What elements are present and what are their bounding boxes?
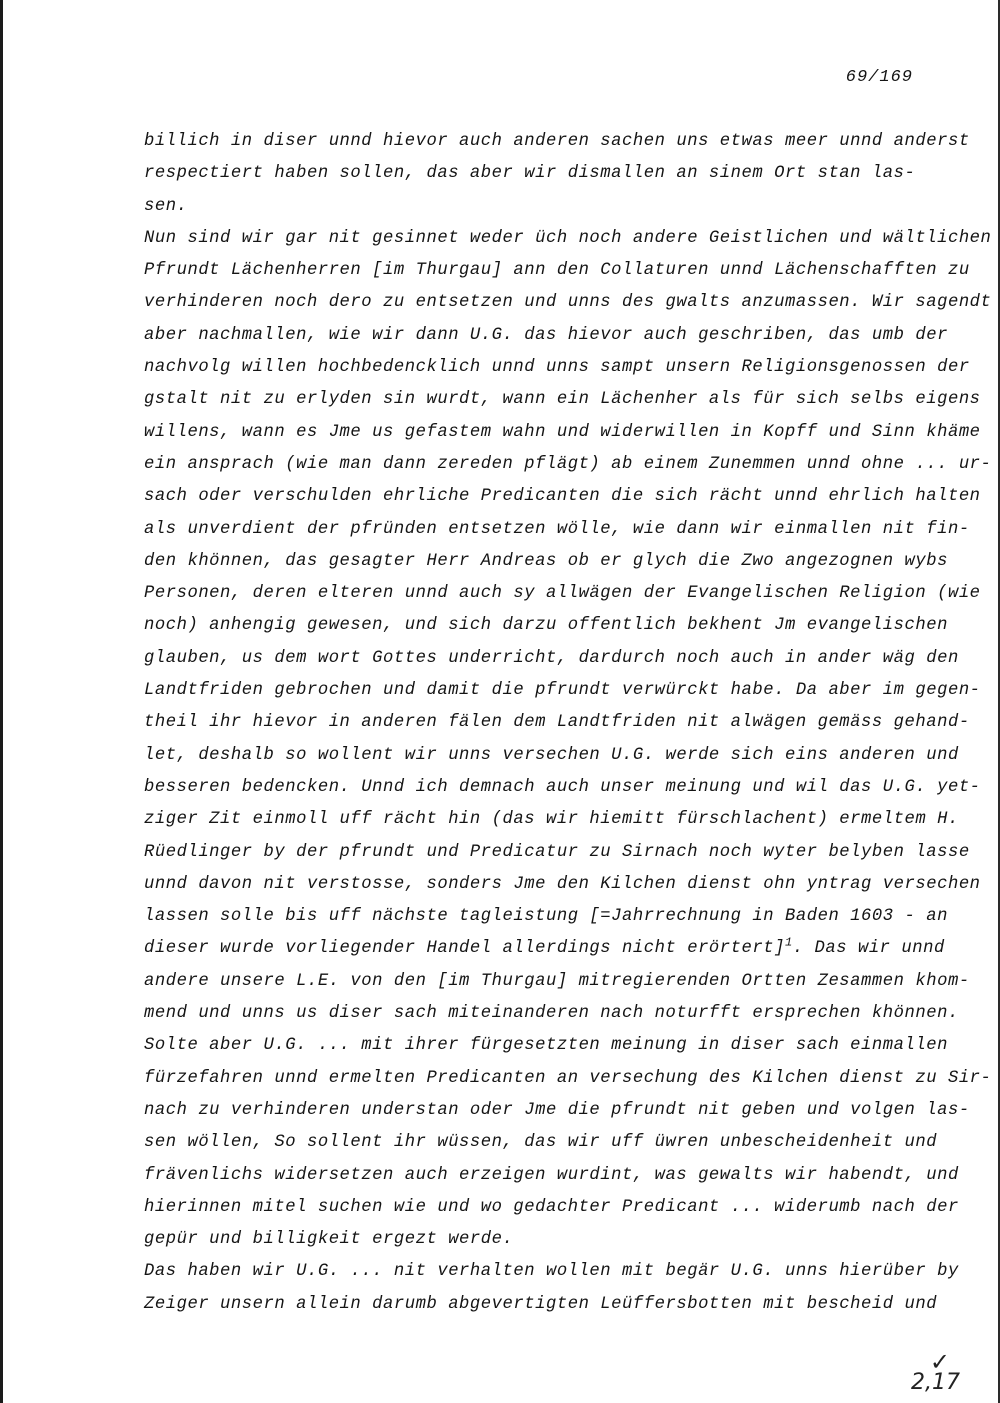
annotation-text: 2,17 bbox=[911, 1370, 960, 1395]
handwritten-annotation bbox=[911, 1348, 960, 1395]
text-line: Das haben wir U.G. ... nit verhalten wollen mit begär U.G. unns hierüber by bbox=[144, 1262, 959, 1282]
text-line: noch) anhengig gewesen, und sich darzu offentlich bekhent Jm evangelischen bbox=[144, 616, 948, 636]
text-line-with-footnote bbox=[144, 933, 945, 965]
text-line: let, deshalb so wollent wir unns versechen U.G. werde sich eins anderen und bbox=[144, 745, 959, 765]
text-line: gstalt nit zu erlyden sin wurdt, wann ein Lächenher als für sich selbs eigens bbox=[144, 390, 981, 410]
scan-edge-left bbox=[0, 0, 3, 1403]
text-line: respectiert haben sollen, das aber wir dismallen an sinem Ort stan las- bbox=[144, 164, 916, 184]
text-line: als unverdient der pfründen entsetzen wölle, wie dann wir einmallen nit fin- bbox=[144, 519, 970, 539]
footnote-marker: 1 bbox=[785, 935, 793, 950]
text-line: hierinnen mitel suchen wie und wo gedachter Predicant ... widerumb nach der bbox=[144, 1197, 959, 1217]
text-line: nachvolg willen hochbedencklich unnd unns sampt unsern Religionsgenossen der bbox=[144, 358, 970, 378]
text-line: sen wöllen, So sollent ihr wüssen, das wir uff üwren unbescheidenheit und bbox=[144, 1133, 938, 1153]
text-line: lassen solle bis uff nächste tagleistung [=Jahrrechnung in Baden 1603 - an bbox=[144, 907, 948, 927]
text-line: fürzefahren unnd ermelten Predicanten an versechung des Kilchen dienst zu Sir- bbox=[144, 1068, 992, 1088]
text-line: willens, wann es Jme us gefastem wahn und widerwillen in Kopff und Sinn khäme bbox=[144, 422, 981, 442]
text-line: sen. bbox=[144, 196, 188, 216]
body-text bbox=[144, 126, 992, 1321]
text-fragment: dieser wurde vorliegender Handel allerdings nicht erörtert] bbox=[144, 939, 785, 959]
checkmark-icon: ✓ bbox=[929, 1348, 950, 1376]
page-number: 69/169 bbox=[845, 68, 913, 87]
text-line: den khönnen, das gesagter Herr Andreas ob er glych die Zwo angezognen wybs bbox=[144, 551, 948, 571]
text-line: besseren bedencken. Unnd ich demnach auch unser meinung und wil das U.G. yet- bbox=[144, 777, 981, 797]
text-fragment: . Das wir unnd bbox=[792, 939, 945, 959]
text-line: Zeiger unsern allein darumb abgevertigten Leüffersbotten mit bescheid und bbox=[144, 1294, 938, 1314]
text-line: mend und unns us diser sach miteinanderen nach noturfft ersprechen khönnen. bbox=[144, 1004, 959, 1024]
text-line: aber nachmallen, wie wir dann U.G. das hievor auch geschriben, das umb der bbox=[144, 325, 948, 345]
text-line: Pfrundt Lächenherren [im Thurgau] ann den Collaturen unnd Lächenschafften zu bbox=[144, 261, 970, 281]
text-line: Landtfriden gebrochen und damit die pfrundt verwürckt habe. Da aber im gegen- bbox=[144, 681, 981, 701]
text-line: billich in diser unnd hievor auch anderen sachen uns etwas meer unnd anderst bbox=[144, 132, 970, 151]
text-line: frävenlichs widersetzen auch erzeigen wurdint, was gewalts wir habendt, und bbox=[144, 1165, 959, 1185]
text-line: ein ansprach (wie man dann zereden pflägt) ab einem Zunemmen unnd ohne ... ur- bbox=[144, 454, 992, 474]
text-line: glauben, us dem wort Gottes underricht, dardurch noch auch in ander wäg den bbox=[144, 648, 959, 668]
text-line: andere unsere L.E. von den [im Thurgau] mitregierenden Ortten Zesammen khom- bbox=[144, 971, 970, 991]
text-line: ziger Zit einmoll uff rächt hin (das wir hiemitt fürschlachent) ermeltem H. bbox=[144, 810, 959, 830]
text-line: verhinderen noch dero zu entsetzen und unns des gwalts anzumassen. Wir sagendt bbox=[144, 293, 992, 313]
text-line: gepür und billigkeit ergezt werde. bbox=[144, 1230, 514, 1250]
text-line: Rüedlinger by der pfrundt und Predicatur zu Sirnach noch wyter belyben lasse bbox=[144, 842, 970, 862]
text-line: Personen, deren elteren unnd auch sy allwägen der Evangelischen Religion (wie bbox=[144, 584, 981, 604]
text-line: unnd davon nit verstosse, sonders Jme den Kilchen dienst ohn yntrag versechen bbox=[144, 874, 981, 894]
text-line: nach zu verhinderen understan oder Jme die pfrundt nit geben und volgen las- bbox=[144, 1100, 970, 1120]
text-line: Solte aber U.G. ... mit ihrer fürgesetzten meinung in diser sach einmallen bbox=[144, 1036, 948, 1056]
text-line: theil ihr hievor in anderen fälen dem Landtfriden nit alwägen gemäss gehand- bbox=[144, 713, 970, 733]
text-line: sach oder verschulden ehrliche Predicanten die sich rächt unnd ehrlich halten bbox=[144, 487, 981, 507]
text-line: Nun sind wir gar nit gesinnet weder üch noch andere Geistlichen und wältlichen bbox=[144, 228, 992, 248]
